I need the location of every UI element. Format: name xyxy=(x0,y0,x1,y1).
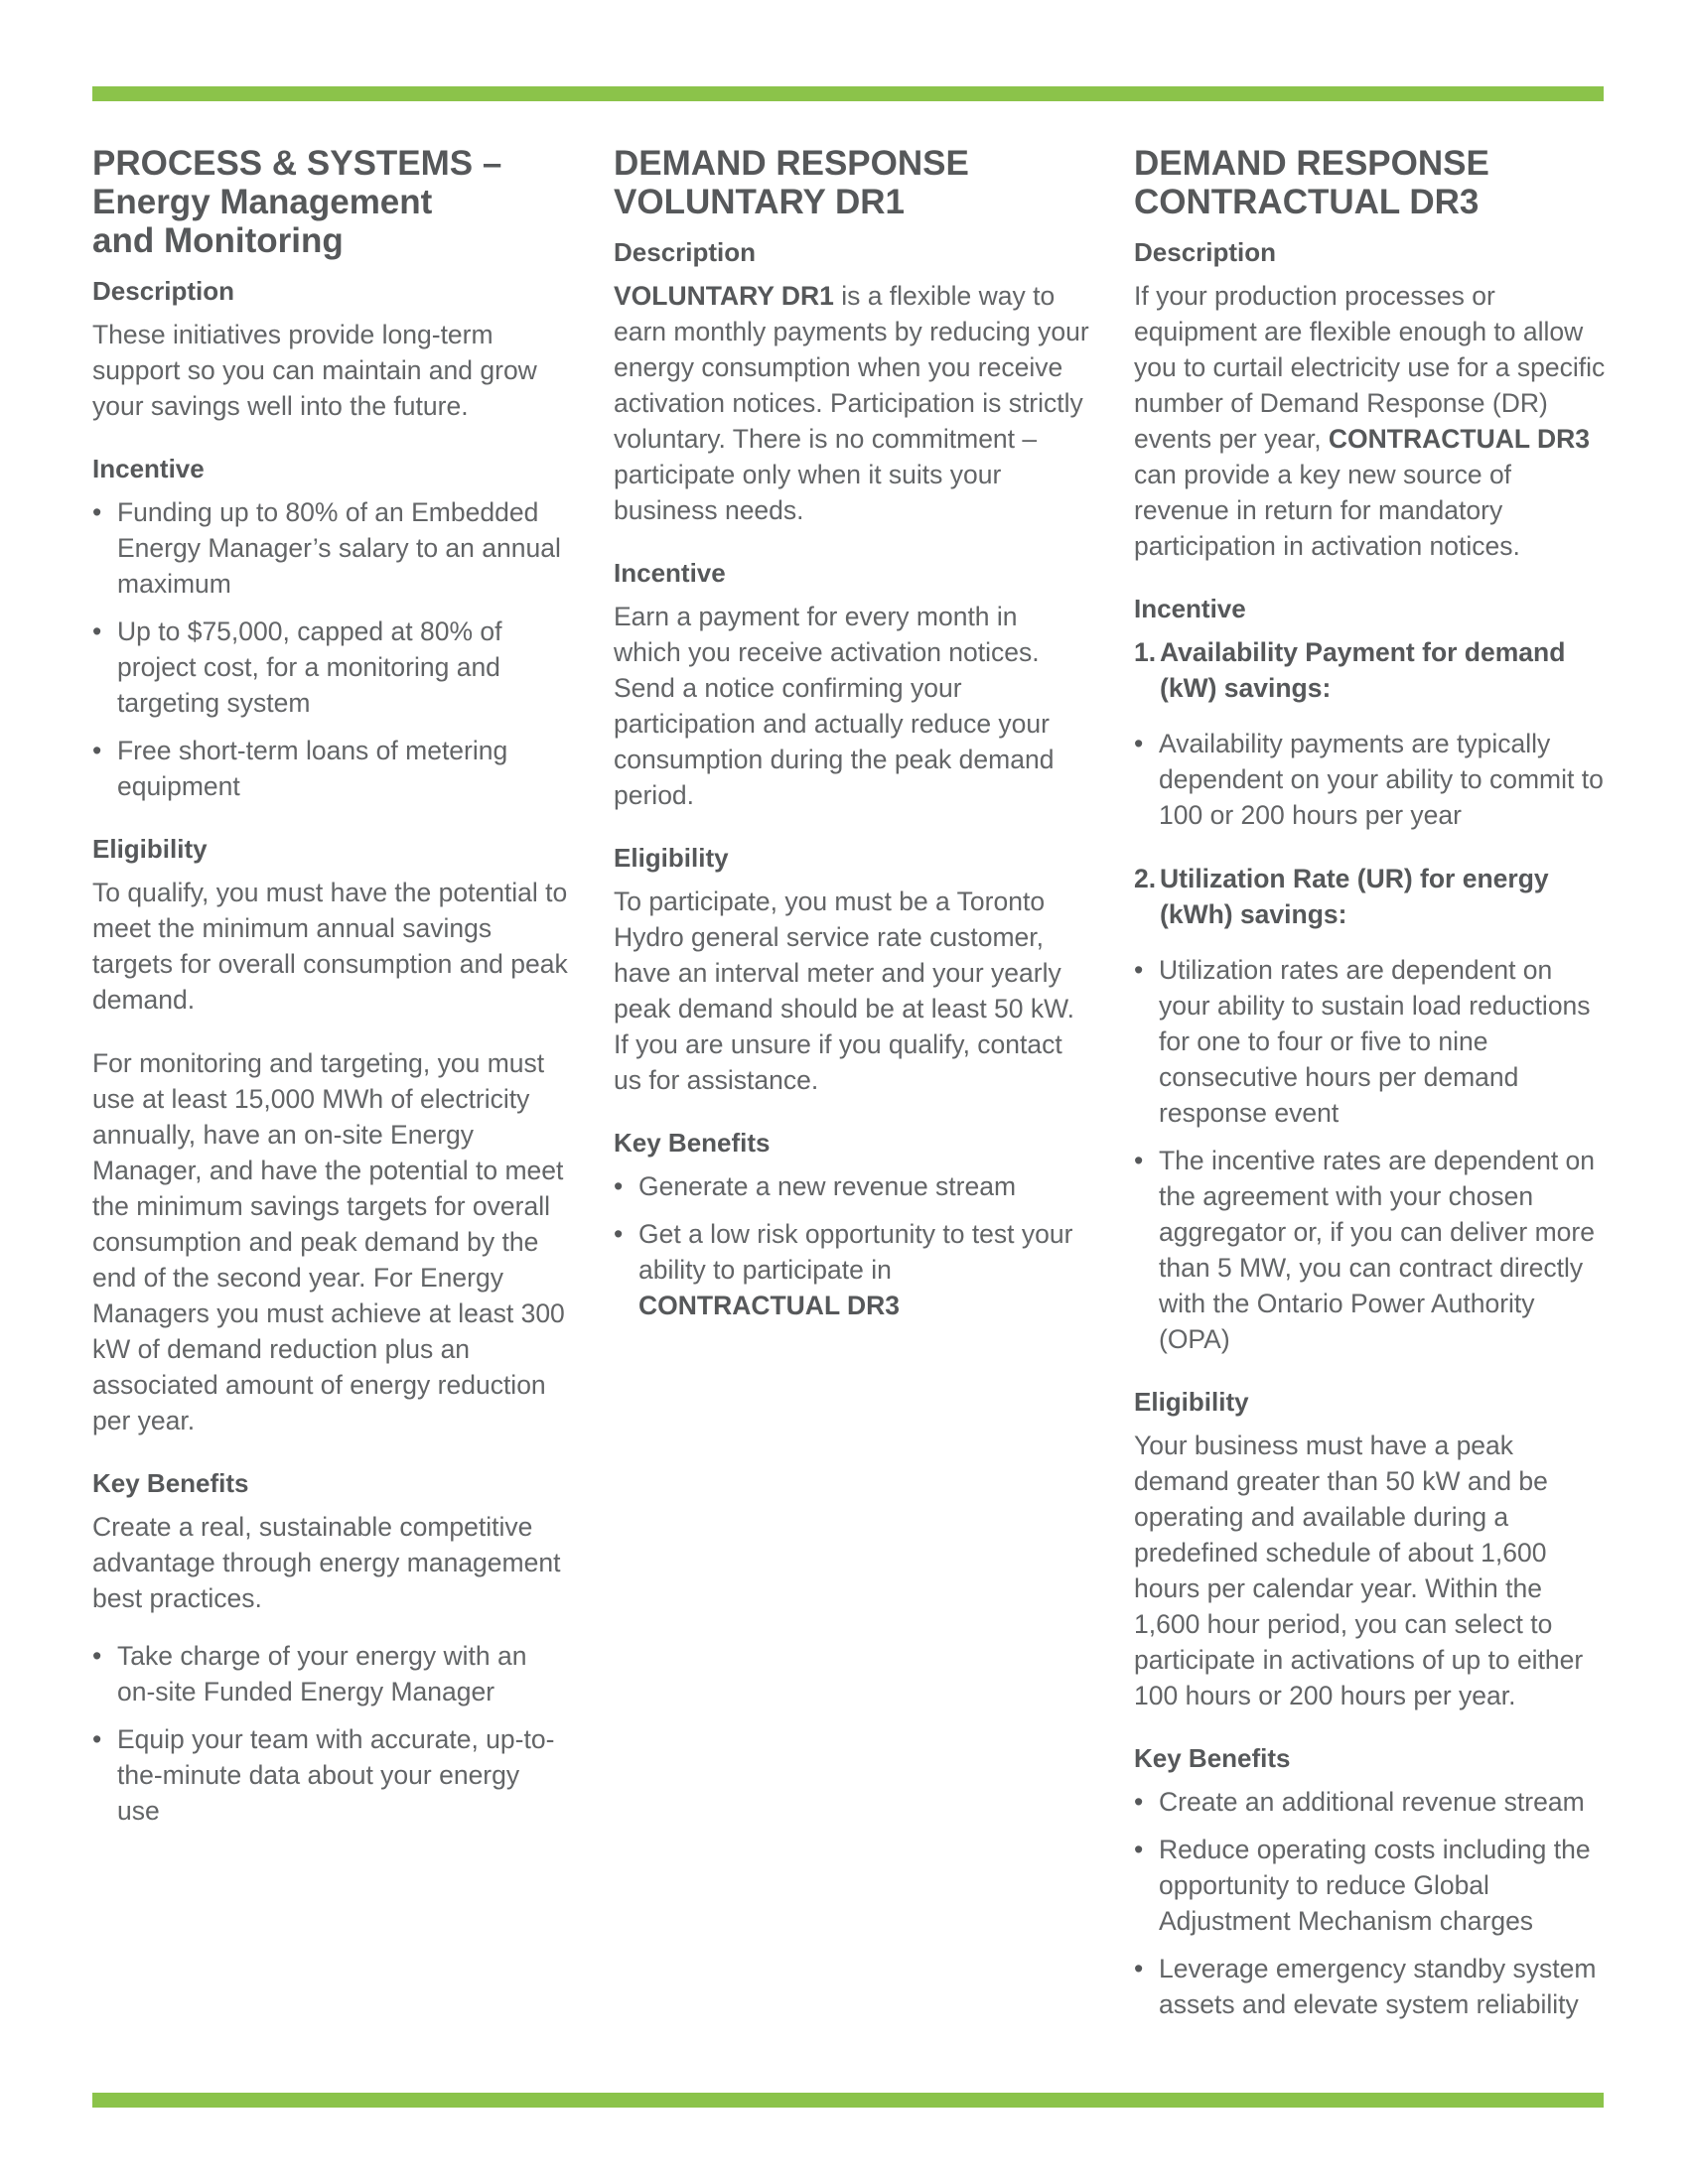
eligibility-text: Your business must have a peak demand greater than 50 kW and be operating and available during a predefined schedule of about 1,600 hours per calendar year. Within the 1,600 hour period, you can select to participate in activations of up to either 100 hours or 200 hours per year. xyxy=(1134,1431,1584,1710)
incentive-list xyxy=(92,494,569,804)
incentive-heading: Incentive xyxy=(92,454,205,483)
column-contractual-dr3 xyxy=(1134,144,1611,2034)
benefits-list xyxy=(92,1638,569,1829)
list-item: • Up to $75,000, capped at 80% of project cost, for a monitoring and targeting system xyxy=(92,614,569,721)
list-item: • Reduce operating costs including the opportunity to reduce Global Adjustment Mechanism charges xyxy=(1134,1832,1611,1939)
benefits-list xyxy=(614,1168,1090,1323)
availability-list xyxy=(1134,726,1611,833)
section-title: PROCESS & SYSTEMS – Energy Management and Monitoring xyxy=(92,144,502,260)
description-heading: Description xyxy=(1134,237,1277,267)
utilization-list xyxy=(1134,952,1611,1357)
column-voluntary-dr1 xyxy=(614,144,1090,1351)
section-title: DEMAND RESPONSE VOLUNTARY DR1 xyxy=(614,144,969,221)
incentive-text: Earn a payment for every month in which you receive activation notices. Send a notice confirming your participation and actually reduce your consumption during the peak demand period. xyxy=(614,602,1055,810)
benefits-list xyxy=(1134,1784,1611,2022)
eligibility-heading: Eligibility xyxy=(614,843,729,873)
list-item: • The incentive rates are dependent on the agreement with your chosen aggregator or, if you can deliver more than 5 MW, you can contract directly with the Ontario Power Authority (OPA) xyxy=(1134,1143,1611,1357)
top-accent-bar xyxy=(92,86,1604,101)
numbered-item-availability: 1. Availability Payment for demand (kW) savings: xyxy=(1134,637,1566,703)
list-item: • Create an additional revenue stream xyxy=(1134,1784,1611,1820)
list-item: • Generate a new revenue stream xyxy=(614,1168,1090,1204)
description-heading: Description xyxy=(614,237,757,267)
incentive-heading: Incentive xyxy=(1134,594,1246,623)
description-text: These initiatives provide long-term support so you can maintain and grow your savings well into the future. xyxy=(92,320,537,421)
eligibility-text: For monitoring and targeting, you must use at least 15,000 MWh of electricity annually, have an on-site Energy Manager, and have the potential to meet the minimum savings targets for overall consumption and peak demand by the end of the second year. For Energy Managers you must achieve at least 300 kW of demand reduction plus an associated amount of energy reduction per year. xyxy=(92,1048,565,1435)
bottom-accent-bar xyxy=(92,2093,1604,2108)
list-item: • Funding up to 80% of an Embedded Energy Manager’s salary to an annual maximum xyxy=(92,494,569,602)
numbered-item-utilization: 2. Utilization Rate (UR) for energy (kWh) savings: xyxy=(1134,864,1549,929)
list-item: • Equip your team with accurate, up-to-the-minute data about your energy use xyxy=(92,1721,569,1829)
benefits-heading: Key Benefits xyxy=(92,1468,249,1498)
description-text: If your production processes or equipment are flexible enough to allow you to curtail electricity use for a specific number of Demand Response (DR) events per year, CONTRACTUAL DR3 can provide a key new source of revenue in return for mandatory participation in activation notices. xyxy=(1134,281,1606,561)
description-text: VOLUNTARY DR1 is a flexible way to earn monthly payments by reducing your energy consumption when you receive activation notices. Participation is strictly voluntary. There is no commitment – participate only when it suits your business needs. xyxy=(614,281,1089,525)
list-item: • Leverage emergency standby system assets and elevate system reliability xyxy=(1134,1951,1611,2022)
list-item: • Get a low risk opportunity to test your ability to participate in CONTRACTUAL DR3 xyxy=(614,1216,1090,1323)
section-title: DEMAND RESPONSE CONTRACTUAL DR3 xyxy=(1134,144,1489,221)
eligibility-heading: Eligibility xyxy=(92,834,208,864)
benefits-intro: Create a real, sustainable competitive advantage through energy management best practices. xyxy=(92,1512,561,1613)
description-heading: Description xyxy=(92,276,235,306)
list-item: • Utilization rates are dependent on your ability to sustain load reductions for one to four or five to nine consecutive hours per demand response event xyxy=(1134,952,1611,1131)
benefits-heading: Key Benefits xyxy=(1134,1743,1291,1773)
eligibility-heading: Eligibility xyxy=(1134,1387,1249,1417)
eligibility-text: To qualify, you must have the potential to meet the minimum annual savings targets for overall consumption and peak demand. xyxy=(92,878,568,1015)
benefits-heading: Key Benefits xyxy=(614,1128,771,1158)
list-item: • Availability payments are typically dependent on your ability to commit to 100 or 200 hours per year xyxy=(1134,726,1611,833)
list-item: • Take charge of your energy with an on-site Funded Energy Manager xyxy=(92,1638,569,1709)
eligibility-text: To participate, you must be a Toronto Hydro general service rate customer, have an interval meter and your yearly peak demand should be at least 50 kW. If you are unsure if you qualify, contact us for assistance. xyxy=(614,887,1075,1095)
list-item: • Free short-term loans of metering equipment xyxy=(92,733,569,804)
column-energy-management xyxy=(92,144,569,1856)
incentive-heading: Incentive xyxy=(614,558,726,588)
